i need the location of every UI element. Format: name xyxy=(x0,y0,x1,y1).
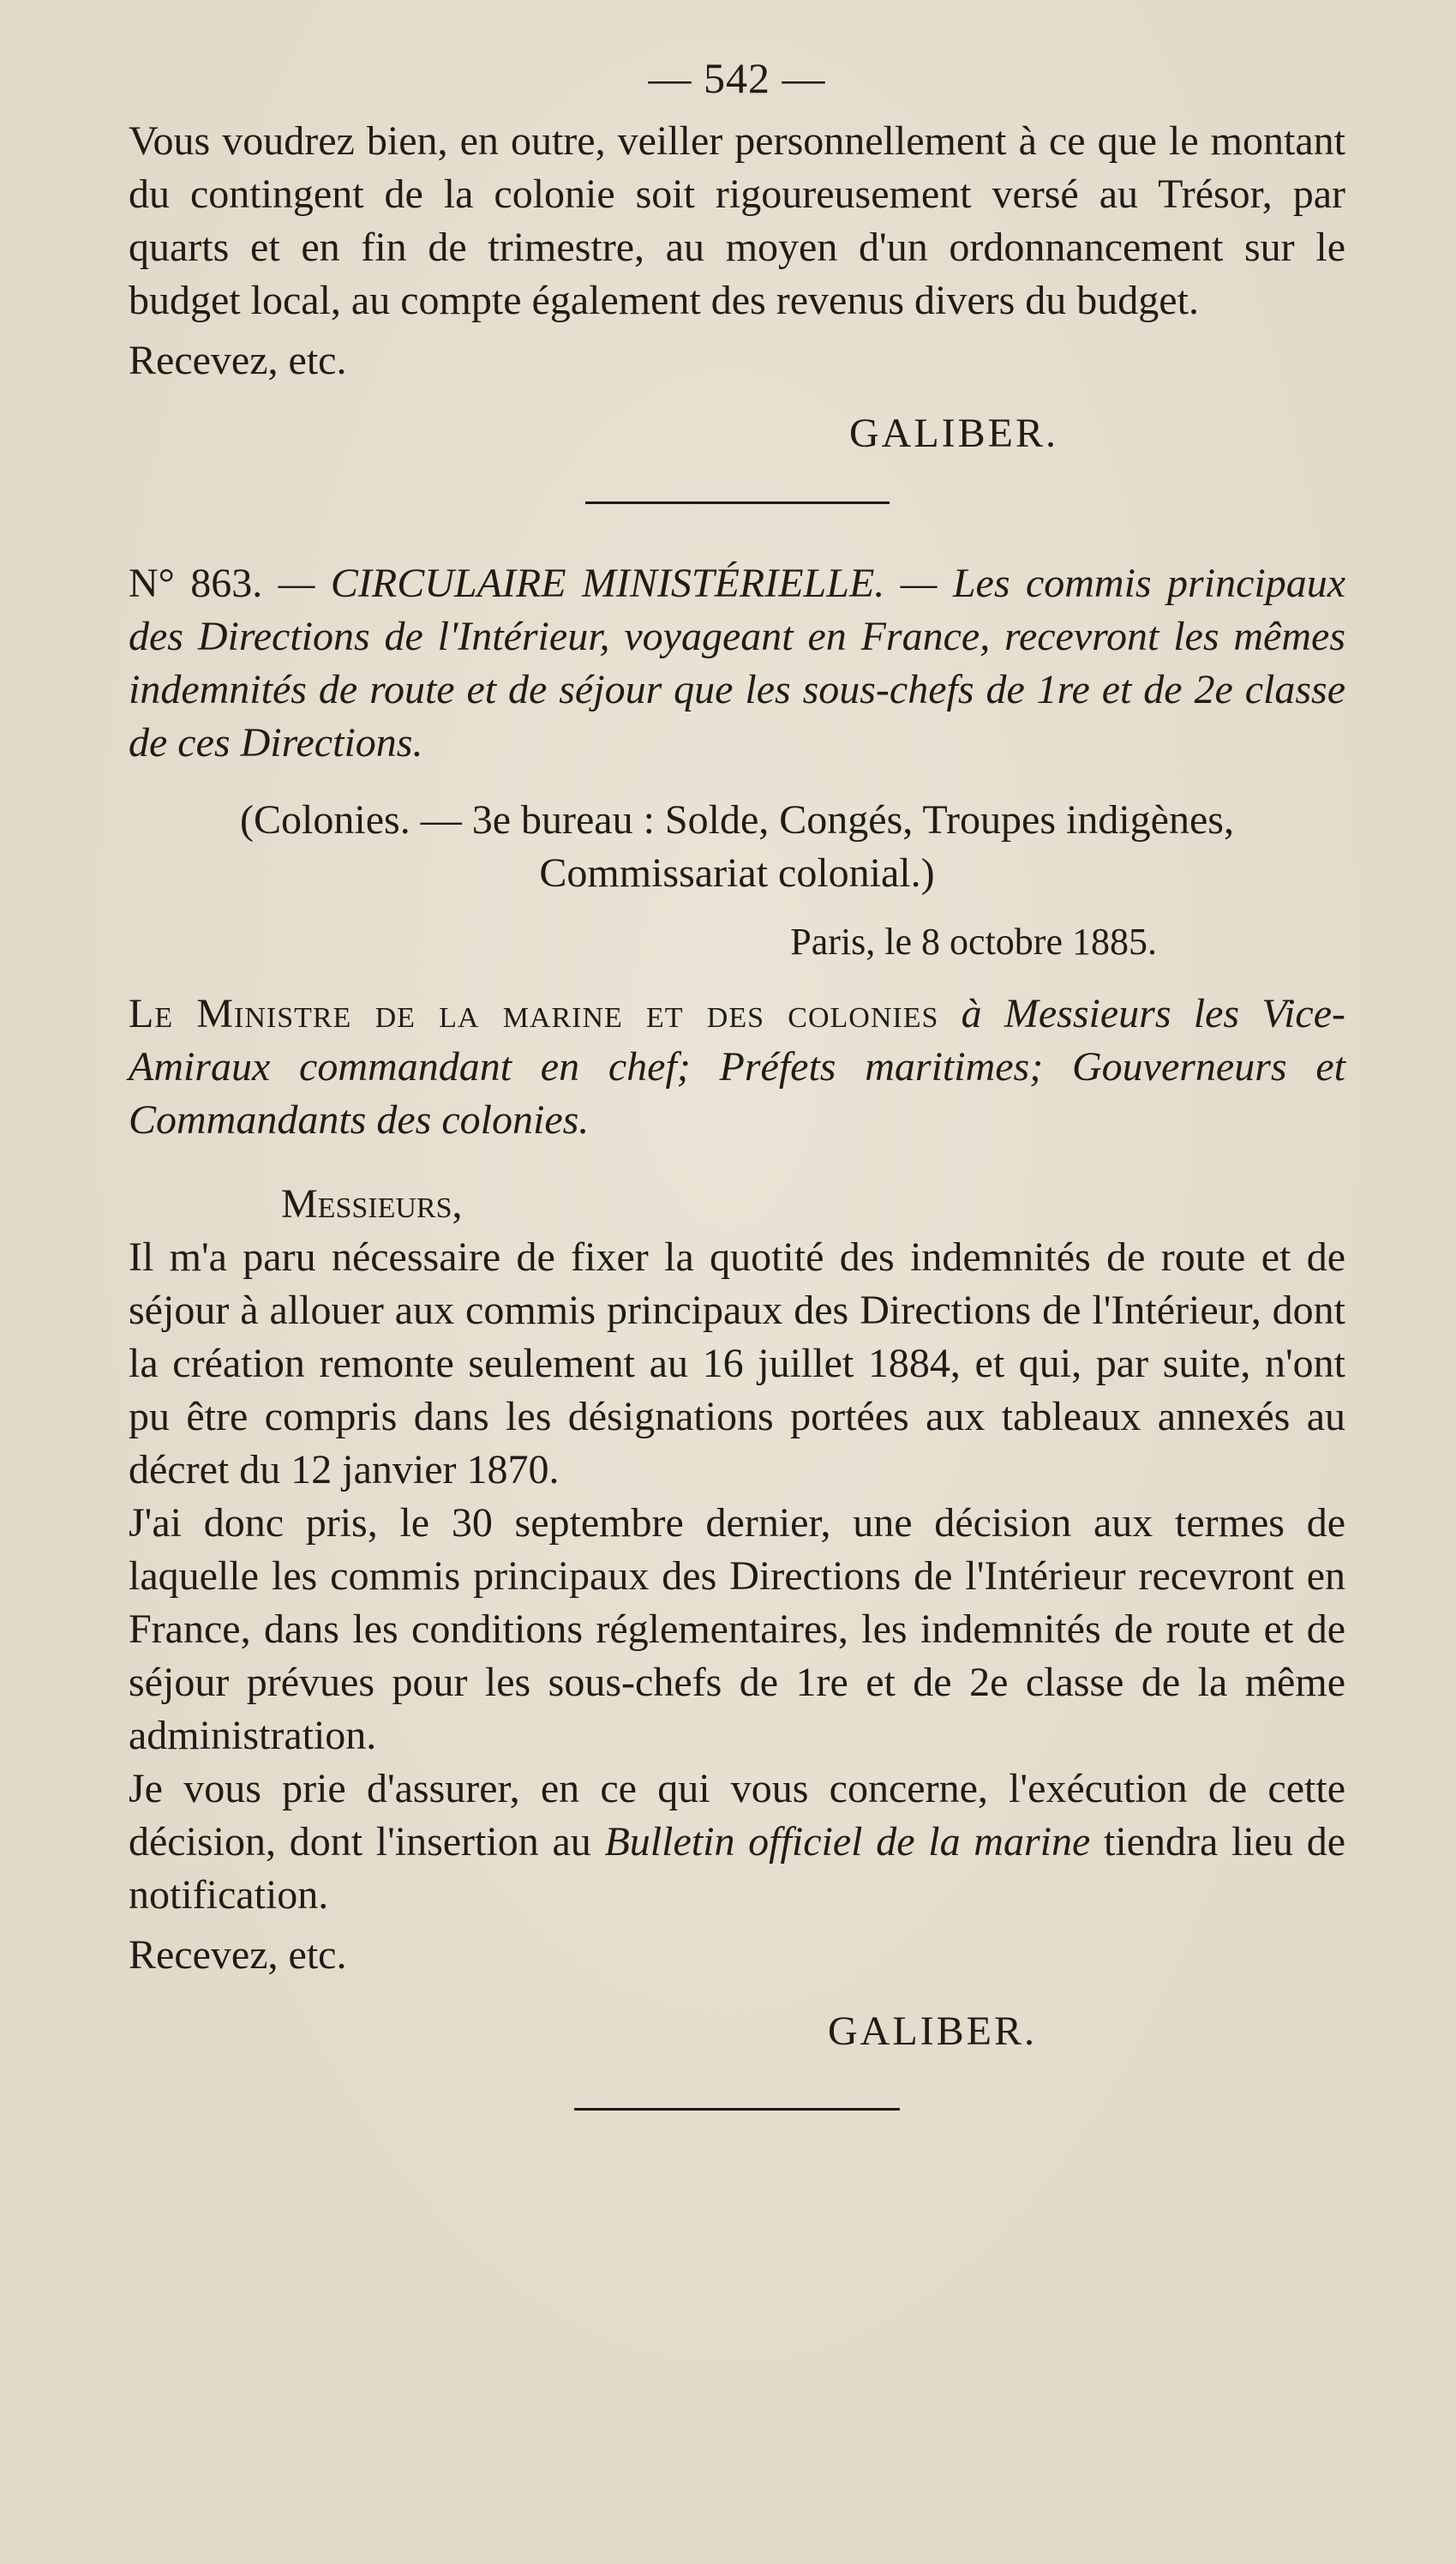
separator-rule xyxy=(585,501,890,504)
paragraph-3-end: tiendra lieu de notification. xyxy=(129,1819,1346,1918)
sender: Le Ministre de la marine et des colonies xyxy=(129,991,939,1036)
page-number: — 542 — xyxy=(648,54,826,102)
address-line xyxy=(129,988,1345,1147)
circular-heading xyxy=(129,557,1345,770)
body-paragraph-1: Il m'a paru nécessaire de fixer la quotité des indemnités de route et de séjour à allouer aux commis principaux des Directions de l'Intérieur, dont la création remonte seulement au 16 juillet 1884, et qui, par suite, n'ont pu être compris dans les désignations portées aux tableaux annexés au décret du 12 janvier 1870. xyxy=(129,1234,1345,1492)
separator-rule-bottom xyxy=(574,2108,900,2111)
body-paragraph-2: J'ai donc pris, le 30 septembre dernier, une décision aux termes de laquelle les commis principaux des Directions de l'Intérieur recevront en France, dans les conditions réglementaires, les indemnités de route et de séjour prévues pour les sous-chefs de 1re et de 2e classe de la même administration. xyxy=(129,1500,1345,1758)
page-content xyxy=(129,53,1345,2111)
paragraph-3-start: Je vous prie d'assurer, en ce qui vous concerne, l'exécution de cette décision, dont l'insertion au xyxy=(129,1766,1345,1864)
signature-2: GALIBER. xyxy=(828,2009,1037,2054)
opening-paragraph: Vous voudrez bien, en outre, veiller personnellement à ce que le montant du contingent de la colonie soit rigoureusement versé au Trésor, par quarts et en fin de trimestre, au moyen d'un ordonnancement sur le budget local, au compte également des revenus divers du budget. xyxy=(129,118,1345,323)
signature: GALIBER. xyxy=(849,411,1058,456)
recipients: à Messieurs les Vice-Amiraux commandant en chef; Préfets maritimes; Gouverneurs et Commandants des colonies. xyxy=(129,991,1346,1143)
circular-summary: Les commis principaux des Directions de l'Intérieur, voyageant en France, recevront les mêmes indemnités de route et de séjour que les sous-chefs de 1re et de 2e classe de ces Directions. xyxy=(129,561,1346,766)
closing-formula-2: Recevez, etc. xyxy=(129,1932,347,1978)
date-line: Paris, le 8 octobre 1885. xyxy=(790,921,1157,963)
circular-type: — CIRCULAIRE MINISTÉRIELLE. — xyxy=(262,561,953,606)
closing-formula: Recevez, etc. xyxy=(129,338,347,383)
body-paragraph-3 xyxy=(129,1762,1345,1922)
salutation: Messieurs, xyxy=(281,1181,463,1227)
letter-body xyxy=(129,1231,1345,1922)
circular-number: N° 863. xyxy=(129,561,263,606)
bulletin-title: Bulletin officiel de la marine xyxy=(604,1819,1091,1864)
bureau-line: (Colonies. — 3e bureau : Solde, Congés, Troupes indigènes, Commissariat colonial.) xyxy=(240,797,1234,896)
